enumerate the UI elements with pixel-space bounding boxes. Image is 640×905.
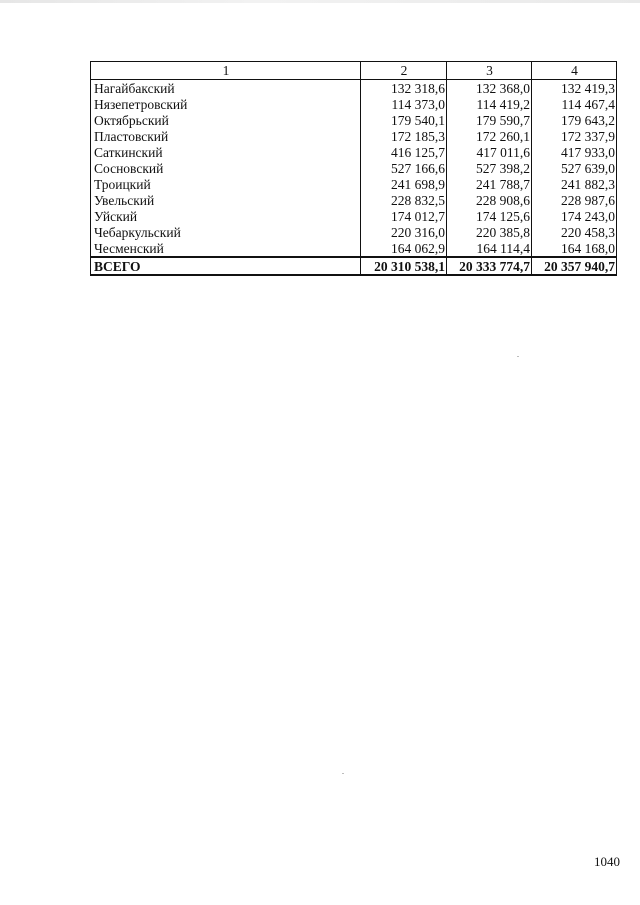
value-col2: 172 185,3 <box>361 128 447 144</box>
district-name: Сосновский <box>91 160 361 176</box>
value-col4: 228 987,6 <box>532 192 617 208</box>
table-row <box>91 224 617 240</box>
value-col4: 174 243,0 <box>532 208 617 224</box>
districts-table <box>90 61 617 276</box>
value-col4: 527 639,0 <box>532 160 617 176</box>
value-col3: 220 385,8 <box>447 224 532 240</box>
value-col2: 220 316,0 <box>361 224 447 240</box>
total-col3: 20 333 774,7 <box>447 257 532 275</box>
district-name: Троицкий <box>91 176 361 192</box>
total-col2: 20 310 538,1 <box>361 257 447 275</box>
table-row <box>91 80 617 97</box>
district-name: Саткинский <box>91 144 361 160</box>
value-col3: 527 398,2 <box>447 160 532 176</box>
value-col4: 114 467,4 <box>532 96 617 112</box>
value-col4: 132 419,3 <box>532 80 617 97</box>
scan-top-edge <box>0 0 640 3</box>
total-label: ВСЕГО <box>91 257 361 275</box>
value-col3: 174 125,6 <box>447 208 532 224</box>
scan-speck <box>342 773 344 774</box>
value-col4: 164 168,0 <box>532 240 617 257</box>
district-name: Чесменский <box>91 240 361 257</box>
scan-speck <box>517 356 519 357</box>
value-col2: 527 166,6 <box>361 160 447 176</box>
page-number: 1040 <box>594 854 620 869</box>
district-name: Пластовский <box>91 128 361 144</box>
value-col4: 241 882,3 <box>532 176 617 192</box>
value-col3: 417 011,6 <box>447 144 532 160</box>
value-col3: 132 368,0 <box>447 80 532 97</box>
value-col3: 179 590,7 <box>447 112 532 128</box>
column-header: 3 <box>447 62 532 80</box>
table-row <box>91 192 617 208</box>
value-col2: 174 012,7 <box>361 208 447 224</box>
table-row <box>91 112 617 128</box>
district-name: Уйский <box>91 208 361 224</box>
table-row <box>91 128 617 144</box>
table-row <box>91 176 617 192</box>
table-row <box>91 144 617 160</box>
value-col2: 114 373,0 <box>361 96 447 112</box>
value-col4: 172 337,9 <box>532 128 617 144</box>
district-name: Увельский <box>91 192 361 208</box>
column-header: 2 <box>361 62 447 80</box>
table-row <box>91 160 617 176</box>
value-col2: 241 698,9 <box>361 176 447 192</box>
table-total-row <box>91 257 617 275</box>
column-header: 1 <box>91 62 361 80</box>
value-col4: 417 933,0 <box>532 144 617 160</box>
table-row <box>91 240 617 257</box>
value-col4: 220 458,3 <box>532 224 617 240</box>
column-header: 4 <box>532 62 617 80</box>
value-col3: 228 908,6 <box>447 192 532 208</box>
table-row <box>91 96 617 112</box>
district-name: Нязепетровский <box>91 96 361 112</box>
value-col2: 179 540,1 <box>361 112 447 128</box>
value-col2: 164 062,9 <box>361 240 447 257</box>
value-col4: 179 643,2 <box>532 112 617 128</box>
value-col3: 164 114,4 <box>447 240 532 257</box>
district-name: Чебаркульский <box>91 224 361 240</box>
value-col2: 132 318,6 <box>361 80 447 97</box>
total-col4: 20 357 940,7 <box>532 257 617 275</box>
value-col3: 241 788,7 <box>447 176 532 192</box>
district-name: Октябрьский <box>91 112 361 128</box>
table-header-row <box>91 62 617 80</box>
table-row <box>91 208 617 224</box>
value-col2: 416 125,7 <box>361 144 447 160</box>
value-col3: 172 260,1 <box>447 128 532 144</box>
value-col2: 228 832,5 <box>361 192 447 208</box>
district-name: Нагайбакский <box>91 80 361 97</box>
value-col3: 114 419,2 <box>447 96 532 112</box>
